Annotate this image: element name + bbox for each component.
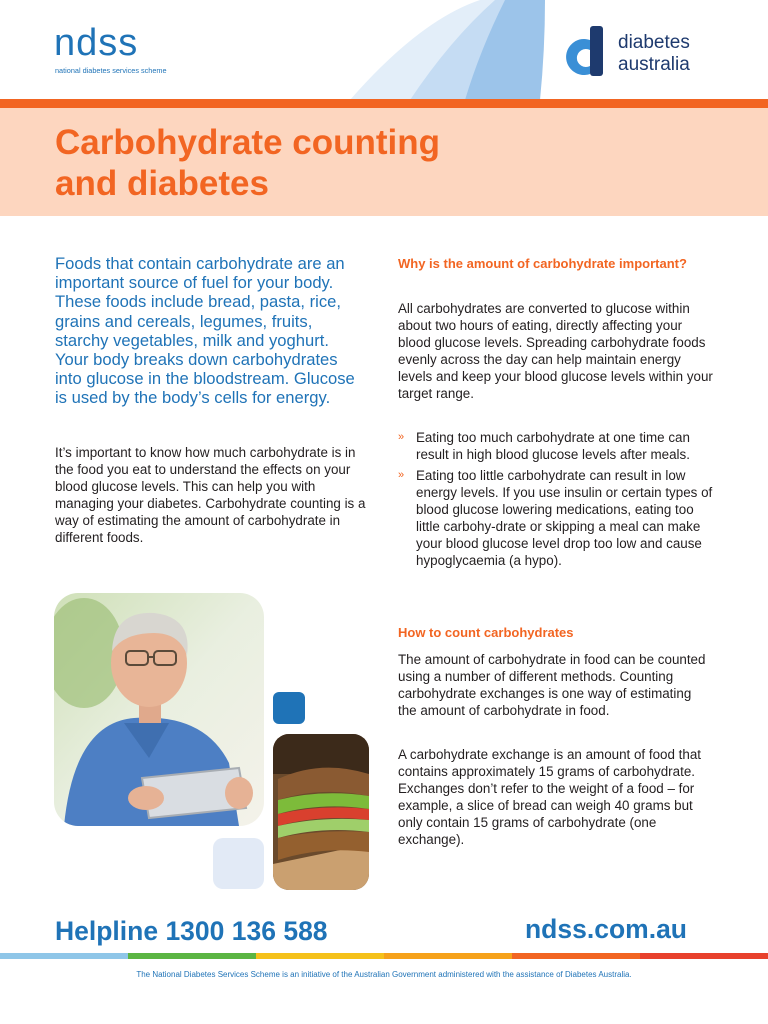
diabetes-australia-line1: diabetes <box>618 32 690 53</box>
stripe-segment <box>640 953 768 959</box>
footer-disclaimer: The National Diabetes Services Scheme is an initiative of the Australian Government administered with the assistance of Diabetes Australia. <box>136 970 632 979</box>
stripe-segment <box>0 953 128 959</box>
list-item <box>398 467 713 569</box>
page-title <box>55 122 575 204</box>
diabetes-australia-logo <box>562 26 732 78</box>
intro-paragraph: Foods that contain carbohydrate are an important source of fuel for your body. These foods include bread, pasta, rice, grains and cereals, legumes, fruits, starchy vegetables, milk and yoghurt. Your body breaks down carbohydrates into glucose in the bloodstream. Glucose is used by the body’s cells for energy. <box>55 254 355 408</box>
stripe-segment <box>128 953 256 959</box>
photo-man-reading-tablet <box>54 593 264 826</box>
bullet-text: Eating too little carbohydrate can result in low energy levels. If you use insulin or certain types of blood glucose lowering medications, eating too little carbohy-drate or skipping a meal can make your blood glucose level drop too low and cause hypoglycaemia (a hypo). <box>416 468 713 568</box>
decorative-light-square <box>213 838 264 889</box>
bullet-chevron-icon: » <box>398 469 405 481</box>
stripe-segment <box>384 953 512 959</box>
website-link[interactable]: ndss.com.au <box>525 914 687 944</box>
how-paragraph-2: A carbohydrate exchange is an amount of food that contains approximately 15 grams of carbohydrate. Exchanges don’t refer to the weight of a food – for example, a slice of bread can weigh 40 grams but only contain 15 grams of carbohydrate (one exchange). <box>398 747 701 847</box>
section-heading-how: How to count carbohydrates <box>398 625 574 640</box>
diabetes-australia-mark-icon <box>562 26 606 76</box>
list-item <box>398 429 713 463</box>
stripe-segment <box>512 953 640 959</box>
helpline-phone[interactable]: Helpline 1300 136 588 <box>55 916 328 946</box>
title-top-rule <box>0 99 768 108</box>
page-title-line2: and diabetes <box>55 164 269 203</box>
ndss-logo <box>54 22 204 78</box>
how-paragraph-1: The amount of carbohydrate in food can be counted using a number of different methods. Counting carbohydrate exchanges is one way of estimating the amount of carbohydrate in food. <box>398 652 706 718</box>
bullet-list <box>398 429 713 573</box>
ndss-logo-subtitle: national diabetes services scheme <box>55 66 167 75</box>
bullet-chevron-icon: » <box>398 431 405 443</box>
section-heading-why: Why is the amount of carbohydrate important? <box>398 256 687 271</box>
title-band <box>0 108 768 216</box>
diabetes-australia-line2: australia <box>618 54 690 75</box>
photo-sandwich <box>273 734 369 890</box>
stripe-segment <box>256 953 384 959</box>
bullet-text: Eating too much carbohydrate at one time can result in high blood glucose levels after meals. <box>416 430 690 462</box>
decorative-blue-square <box>273 692 305 724</box>
page-title-line1: Carbohydrate counting <box>55 123 441 162</box>
ndss-logo-text: ndss <box>54 22 139 64</box>
left-body-paragraph: It’s important to know how much carbohydrate is in the food you eat to understand the effects on your blood glucose levels. This can help you with managing your diabetes. Carbohydrate counting is a way of estimating the amount of carbohydrate in different foods. <box>55 445 366 545</box>
header-swoosh-graphic <box>330 0 580 100</box>
why-paragraph: All carbohydrates are converted to glucose within about two hours of eating, directly affecting your blood glucose levels. Spreading carbohydrate foods evenly across the day can help maintain energy levels and keep your blood glucose levels within your target range. <box>398 301 713 401</box>
footer-color-stripe <box>0 953 768 959</box>
